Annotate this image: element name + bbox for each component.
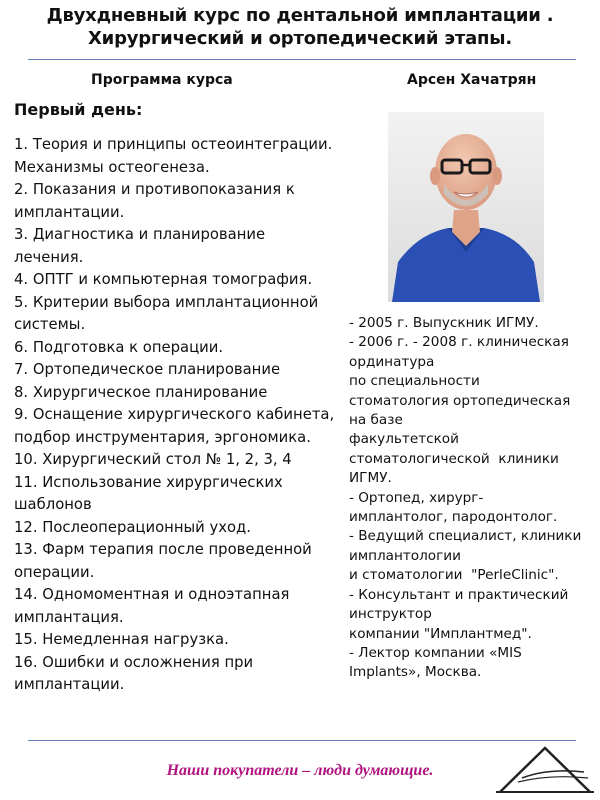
program-item: 8. Хирургическое планирование: [14, 383, 268, 401]
title-line-1: Двухдневный курс по дентальной имплантации .: [46, 5, 554, 26]
triangle-logo-icon: [492, 742, 598, 796]
bio-line: - 2005 г. Выпускник ИГМУ.: [349, 315, 539, 331]
program-list: [14, 134, 354, 697]
bio-line: инструктор: [349, 606, 432, 623]
program-item: 15. Немедленная нагрузка.: [14, 631, 229, 648]
page-title: [0, 4, 600, 50]
author-name: Арсен Хачатрян: [407, 72, 537, 88]
portrait-image: [388, 112, 544, 302]
bio-line: компании "Имплантмед".: [349, 625, 532, 642]
program-item: 7. Ортопедическое планирование: [14, 361, 281, 378]
author-bio: [349, 314, 595, 683]
bio-line: Implants», Москва.: [349, 664, 482, 681]
title-line-2: Хирургический и ортопедический этапы.: [87, 28, 513, 49]
bio-line: на базе: [349, 412, 403, 429]
program-heading: Программа курса: [91, 72, 233, 88]
bottom-divider: [28, 740, 576, 741]
program-item: 3. Диагностика и планирование лечения.: [14, 226, 266, 266]
program-item: 16. Ошибки и осложнения при имплантации.: [14, 653, 254, 693]
program-item: 6. Подготовка к операции.: [14, 338, 224, 356]
bio-line: стоматология ортопедическая: [349, 392, 571, 409]
program-item: 12. Послеоперационный уход.: [14, 518, 251, 536]
bio-line: - Консультант и практический: [349, 586, 569, 603]
bio-line: и стоматологии "PerleClinic".: [349, 567, 559, 584]
bio-line: факультетской: [349, 431, 459, 448]
program-item: 4. ОПТГ и компьютерная томография.: [14, 271, 313, 288]
program-item: 2. Показания и противопоказания к имплантации.: [14, 181, 295, 221]
program-item: 14. Одномоментная и одноэтапная имплантация.: [14, 586, 290, 626]
bio-line: ординатура: [349, 353, 435, 370]
bio-line: стоматологической клиники: [349, 450, 559, 467]
bio-line: - Ортопед, хирург-: [349, 489, 484, 506]
program-item: 10. Хирургический стол № 1, 2, 3, 4: [14, 451, 292, 468]
bio-line: - Лектор компании «MIS: [349, 644, 522, 661]
bio-line: по специальности: [349, 373, 480, 390]
bio-line: - 2006 г. - 2008 г. клиническая: [349, 334, 569, 351]
program-item: 11. Использование хирургических шаблонов: [14, 473, 283, 513]
day-heading: Первый день:: [14, 100, 143, 119]
program-item: 13. Фарм терапия после проведенной операции.: [14, 541, 312, 581]
bio-line: имплантолог, пародонтолог.: [349, 509, 558, 526]
program-item: 5. Критерии выбора имплантационной системы.: [14, 293, 319, 333]
bio-line: - Ведущий специалист, клиники: [349, 528, 582, 545]
bio-line: имплантологии: [349, 547, 461, 564]
slogan: Наши покупатели – люди думающие.: [166, 762, 434, 779]
author-photo: [388, 112, 544, 302]
program-item: 9. Оснащение хирургического кабинета, подбор инструментария, эргономика.: [14, 406, 335, 446]
program-item: 1. Теория и принципы остеоинтеграции. Механизмы остеогенеза.: [14, 136, 333, 176]
top-divider: [28, 59, 576, 60]
bio-line: ИГМУ.: [349, 470, 392, 487]
